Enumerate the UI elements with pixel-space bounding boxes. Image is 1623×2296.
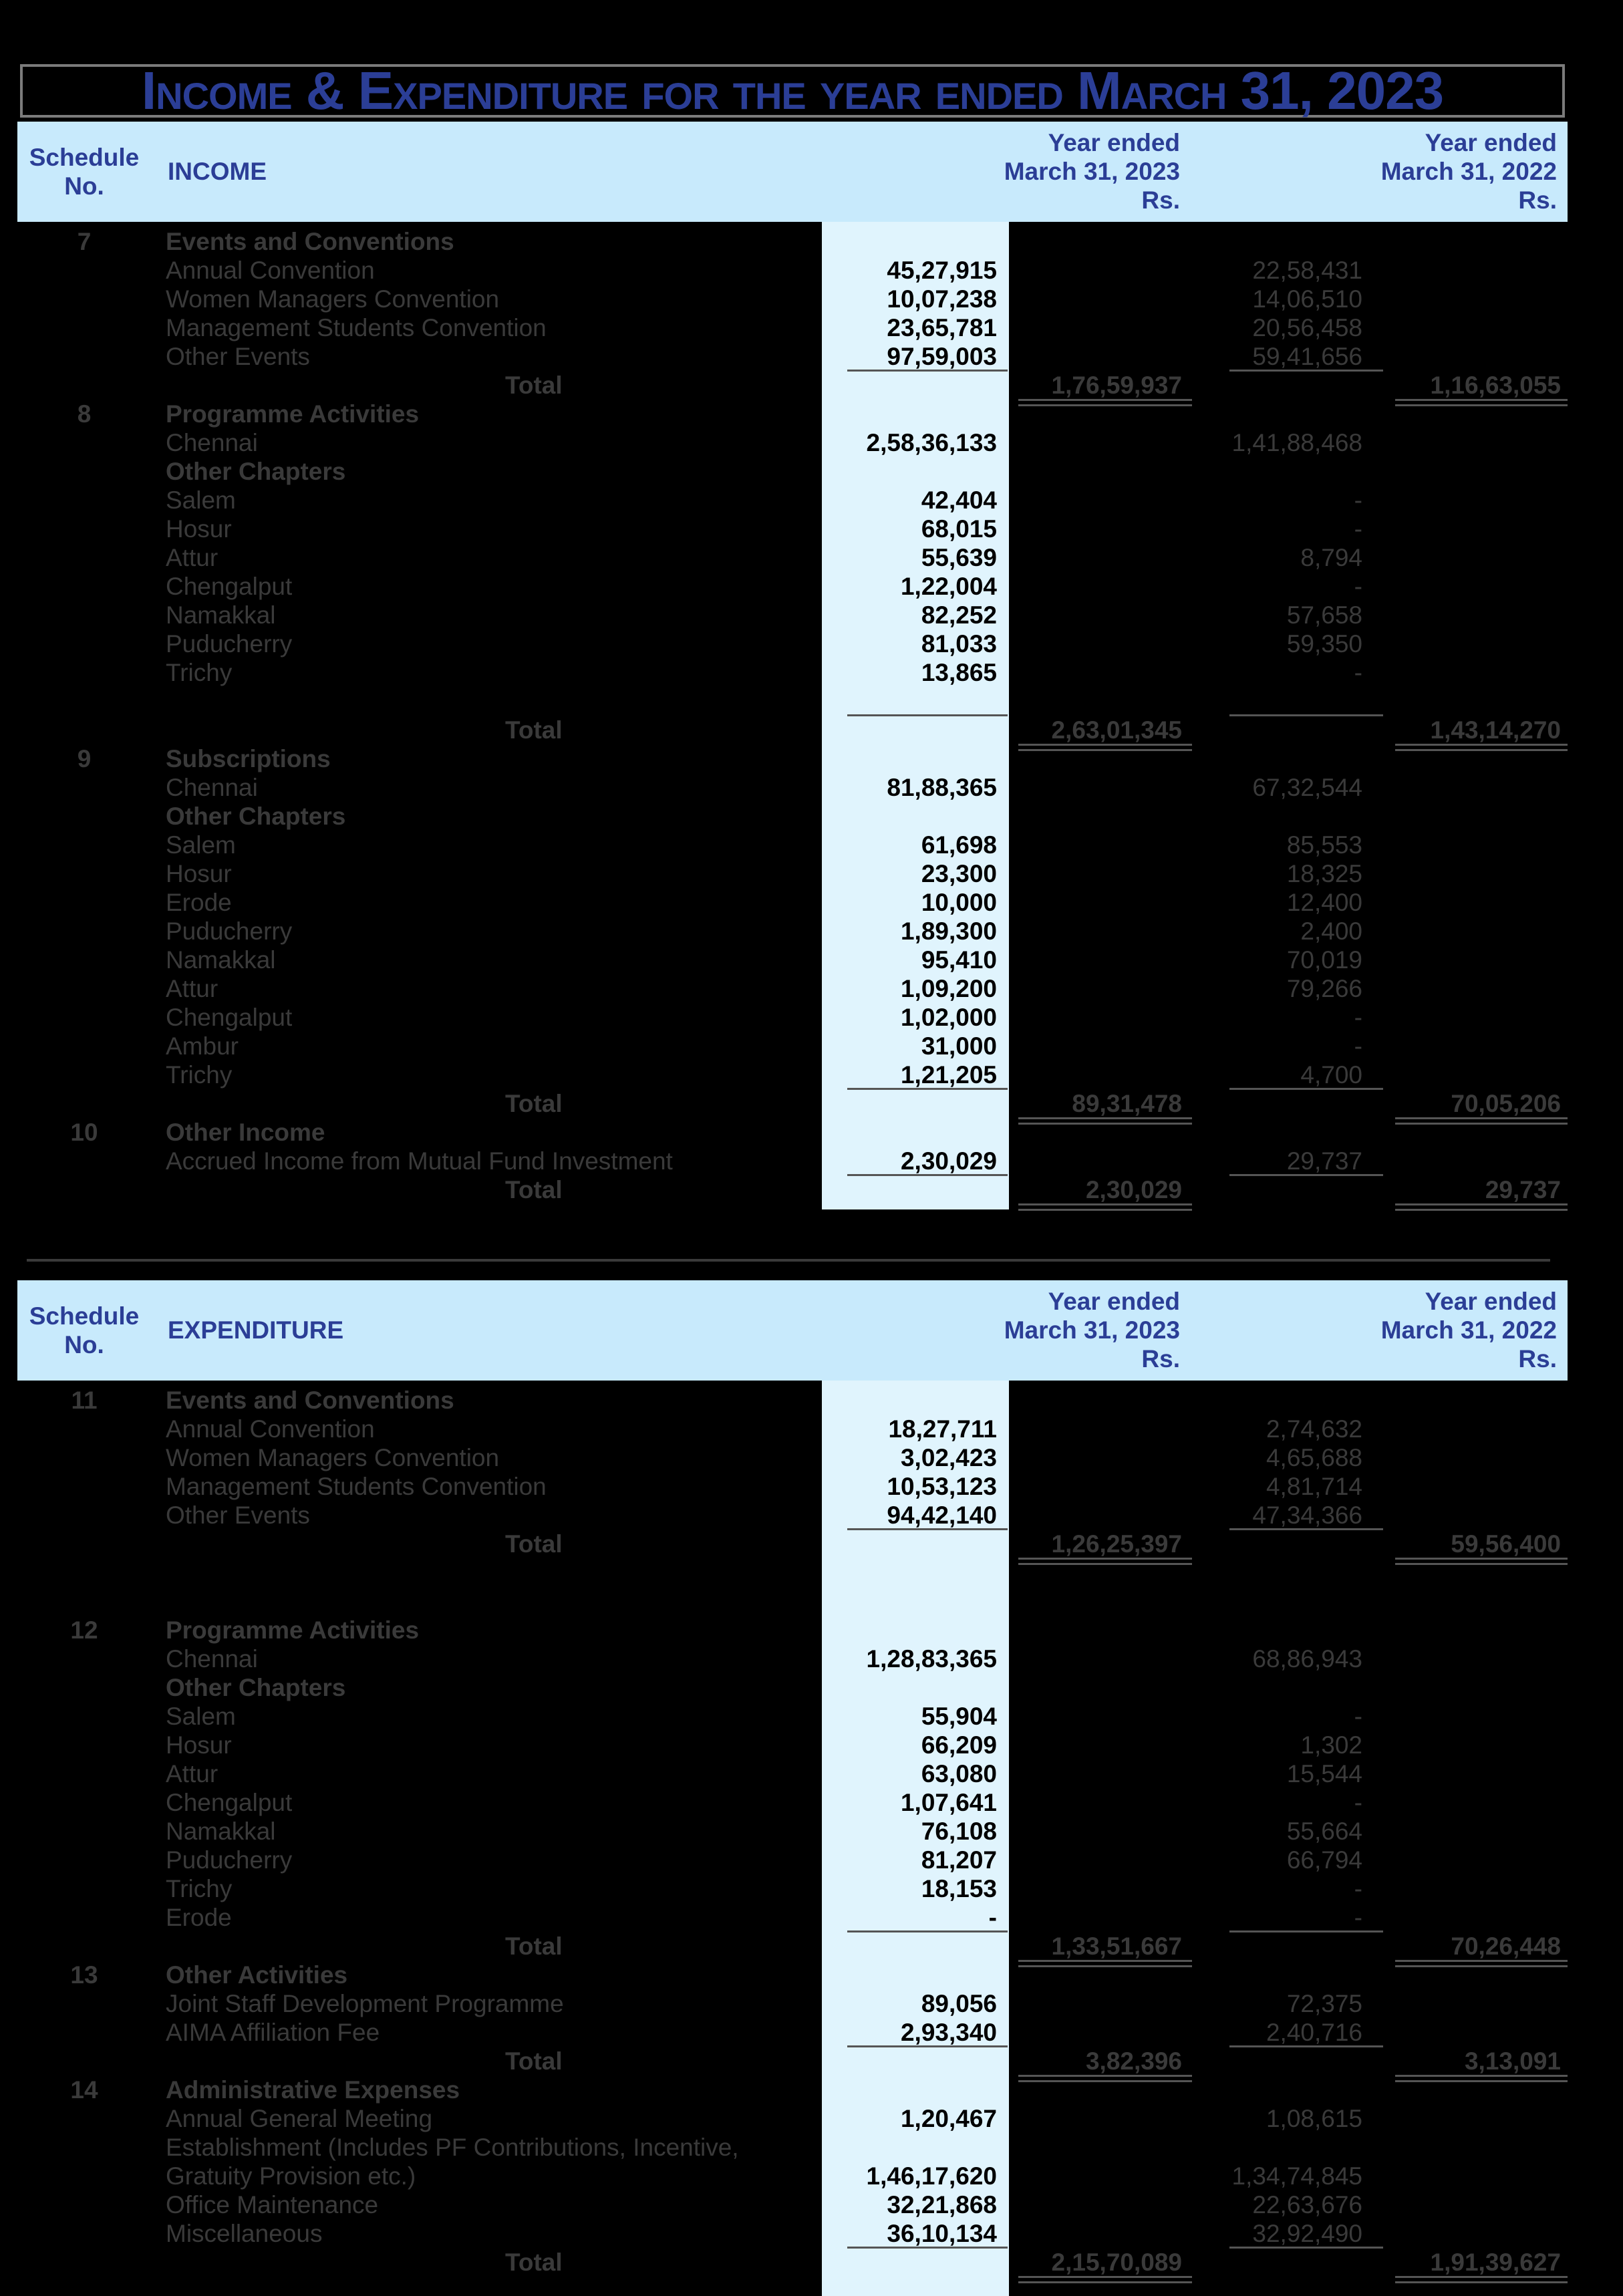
amount-a3: 22,63,676 — [1252, 2191, 1362, 2218]
subtotal-rule — [847, 2247, 1008, 2249]
row-label: Other Events — [166, 1501, 310, 1529]
amount-a1: 18,27,711 — [888, 1415, 997, 1443]
row-label: Chengalput — [166, 1004, 293, 1031]
amount-a1: 31,000 — [921, 1032, 997, 1060]
expenditure-section-heading: EXPENDITURE — [168, 1316, 344, 1344]
row-label: Annual General Meeting — [166, 2105, 433, 2132]
row-label: Puducherry — [166, 1846, 293, 1874]
table-row — [0, 2219, 1623, 2248]
schedule-heading-line: Schedule — [29, 144, 140, 171]
row-label: Hosur — [166, 860, 232, 887]
subtotal-rule — [1229, 1930, 1383, 1932]
amount-a3: 2,40,716 — [1266, 2019, 1362, 2046]
subtotal-rule — [847, 714, 1008, 716]
table-row — [0, 543, 1623, 572]
expenditure-year-2023-heading — [1004, 1287, 1180, 1373]
amount-a1: 1,07,641 — [900, 1789, 997, 1816]
total-double-rule — [1395, 1203, 1568, 1211]
row-label: Salem — [166, 831, 236, 859]
total-label: Total — [505, 2249, 563, 2276]
row-label: Salem — [166, 1703, 236, 1730]
amount-a1: 81,88,365 — [887, 774, 997, 801]
total-row — [0, 1089, 1623, 1118]
row-label: Trichy — [166, 659, 233, 686]
amount-a1: 1,02,000 — [900, 1004, 997, 1031]
amount-a1: 55,904 — [921, 1703, 997, 1730]
row-label: Chengalput — [166, 573, 293, 600]
row-label: Attur — [166, 975, 218, 1002]
amount-a3: - — [1354, 515, 1362, 543]
amount-a3: 15,544 — [1286, 1760, 1362, 1787]
table-row — [0, 1759, 1623, 1788]
subtotal-rule — [1229, 2247, 1383, 2249]
income-year-2022-heading — [1381, 128, 1557, 214]
table-row — [0, 1443, 1623, 1472]
row-label: Hosur — [166, 515, 232, 543]
title-box — [20, 61, 1565, 120]
year-heading-line: March 31, 2023 — [1004, 158, 1180, 185]
row-label: Miscellaneous — [166, 2220, 323, 2247]
amount-a2: 1,33,51,667 — [1051, 1932, 1182, 1960]
amount-a3: 18,325 — [1286, 860, 1362, 887]
group-heading-row — [0, 400, 1623, 428]
table-row — [0, 2018, 1623, 2047]
amount-a3: 85,553 — [1286, 831, 1362, 859]
amount-a1: 1,28,83,365 — [866, 1645, 997, 1673]
income-section-heading: INCOME — [168, 158, 267, 185]
schedule-number: 10 — [70, 1119, 98, 1146]
row-label: Administrative Expenses — [166, 2076, 460, 2104]
expenditure-year-2022-heading — [1381, 1287, 1557, 1373]
amount-a1: 2,30,029 — [900, 1147, 997, 1175]
amount-a1: 95,410 — [921, 946, 997, 974]
expenditure-schedule-heading — [17, 1302, 151, 1359]
table-row — [0, 256, 1623, 285]
table-row — [0, 428, 1623, 457]
group-heading-row — [0, 1673, 1623, 1702]
amount-a1: 10,000 — [921, 889, 997, 916]
amount-a3: 59,350 — [1286, 630, 1362, 658]
amount-a3: 70,019 — [1286, 946, 1362, 974]
subtotal-rule — [1229, 1528, 1383, 1530]
schedule-number: 12 — [70, 1616, 98, 1644]
amount-a3: - — [1354, 1904, 1362, 1931]
amount-a1: 13,865 — [921, 659, 997, 686]
amount-a3: 79,266 — [1286, 975, 1362, 1002]
amount-a1: 81,207 — [921, 1846, 997, 1874]
total-row — [0, 2047, 1623, 2075]
row-label: Subscriptions — [166, 745, 331, 772]
subtotal-rule — [847, 1930, 1008, 1932]
table-row — [0, 1731, 1623, 1759]
row-label: Joint Staff Development Programme — [166, 1990, 564, 2017]
amount-a1: 1,22,004 — [900, 573, 997, 600]
amount-a3: 8,794 — [1300, 544, 1362, 571]
total-row — [0, 1932, 1623, 1961]
row-label: Establishment (Includes PF Contributions, Incentive, — [166, 2134, 739, 2161]
group-heading-row — [0, 457, 1623, 486]
amount-a1: 32,21,868 — [887, 2191, 997, 2218]
amount-a2: 2,15,70,089 — [1051, 2249, 1182, 2276]
amount-a3: - — [1354, 1789, 1362, 1816]
table-row — [0, 831, 1623, 859]
amount-a4: 3,13,091 — [1464, 2047, 1561, 2075]
expenditure-header — [17, 1280, 1568, 1381]
group-heading-row — [0, 1386, 1623, 1415]
table-row — [0, 2104, 1623, 2133]
row-label: Events and Conventions — [166, 228, 454, 255]
table-row — [0, 1415, 1623, 1443]
subtotal-rule — [1229, 1088, 1383, 1090]
schedule-heading-line: No. — [64, 1331, 104, 1358]
table-row — [0, 1817, 1623, 1846]
amount-a4: 70,05,206 — [1451, 1090, 1561, 1117]
table-row — [0, 601, 1623, 629]
table-row — [0, 1644, 1623, 1673]
table-row — [0, 1903, 1623, 1932]
total-double-rule — [1018, 1203, 1192, 1211]
page-title: Income & Expenditure for the year ended March 31, 2023 — [141, 61, 1444, 120]
year-heading-line: Rs. — [1518, 186, 1557, 214]
table-row — [0, 1472, 1623, 1501]
amount-a1: 2,58,36,133 — [866, 429, 997, 456]
row-label: Ambur — [166, 1032, 239, 1060]
row-label: Chengalput — [166, 1789, 293, 1816]
group-heading-row — [0, 744, 1623, 773]
table-row — [0, 1989, 1623, 2018]
row-label: Other Chapters — [166, 803, 346, 830]
row-label: Annual Convention — [166, 257, 375, 284]
table-row — [0, 2190, 1623, 2219]
row-label: Puducherry — [166, 917, 293, 945]
row-label: Trichy — [166, 1875, 233, 1902]
amount-a1: 55,639 — [921, 544, 997, 571]
amount-a2: 3,82,396 — [1085, 2047, 1182, 2075]
year-heading-line: Rs. — [1141, 186, 1180, 214]
row-label: Programme Activities — [166, 400, 420, 428]
total-label: Total — [505, 1176, 563, 1203]
row-label: Chennai — [166, 774, 258, 801]
year-heading-line: March 31, 2023 — [1004, 1316, 1180, 1344]
row-label: Women Managers Convention — [166, 1444, 500, 1471]
group-heading-row — [0, 2075, 1623, 2104]
row-label: Hosur — [166, 1731, 232, 1759]
row-label: Other Income — [166, 1119, 325, 1146]
amount-a3: - — [1354, 486, 1362, 514]
amount-a3: - — [1354, 1004, 1362, 1031]
amount-a1: 1,20,467 — [900, 2105, 997, 2132]
amount-a1: 66,209 — [921, 1731, 997, 1759]
amount-a1: 10,53,123 — [887, 1473, 997, 1500]
amount-a3: 14,06,510 — [1252, 285, 1362, 313]
subtotal-rule — [847, 1174, 1008, 1176]
group-heading-row — [0, 802, 1623, 831]
year-heading-line: Year ended — [1048, 1288, 1180, 1315]
amount-a3: - — [1354, 573, 1362, 600]
table-row — [0, 2162, 1623, 2190]
total-row — [0, 2248, 1623, 2277]
amount-a3: 57,658 — [1286, 601, 1362, 629]
year-heading-line: Rs. — [1141, 1345, 1180, 1373]
amount-a4: 29,737 — [1485, 1176, 1561, 1203]
amount-a1: 81,033 — [921, 630, 997, 658]
row-label: Puducherry — [166, 630, 293, 658]
section-divider — [27, 1259, 1550, 1262]
amount-a2: 89,31,478 — [1072, 1090, 1182, 1117]
table-row — [0, 1702, 1623, 1731]
subtotal-rule — [847, 1528, 1008, 1530]
amount-a3: 47,34,366 — [1252, 1501, 1362, 1529]
amount-a1: 1,09,200 — [900, 975, 997, 1002]
amount-a1: 23,65,781 — [887, 314, 997, 341]
total-row — [0, 1530, 1623, 1558]
row-label: Attur — [166, 1760, 218, 1787]
table-row — [0, 313, 1623, 342]
amount-a1: 23,300 — [921, 860, 997, 887]
subtotal-rule — [847, 370, 1008, 372]
amount-a1: 94,42,140 — [887, 1501, 997, 1529]
amount-a4: 59,56,400 — [1451, 1530, 1561, 1558]
table-row — [0, 1032, 1623, 1060]
amount-a1: 61,698 — [921, 831, 997, 859]
table-row — [0, 285, 1623, 313]
row-label: AIMA Affiliation Fee — [166, 2019, 380, 2046]
table-row — [0, 572, 1623, 601]
group-heading-row — [0, 1118, 1623, 1147]
table-row — [0, 1874, 1623, 1903]
subtotal-rule — [1229, 370, 1383, 372]
row-label: Women Managers Convention — [166, 285, 500, 313]
table-row — [0, 773, 1623, 802]
table-row — [0, 888, 1623, 917]
schedule-number: 9 — [77, 745, 92, 772]
amount-a3: 32,92,490 — [1252, 2220, 1362, 2247]
row-label: Other Chapters — [166, 458, 346, 485]
total-double-rule — [1018, 2276, 1192, 2283]
amount-a1: 82,252 — [921, 601, 997, 629]
year-heading-line: March 31, 2022 — [1380, 158, 1557, 185]
table-row — [0, 974, 1623, 1003]
year-heading-line: Year ended — [1425, 1288, 1557, 1315]
schedule-number: 13 — [70, 1961, 98, 1989]
table-row — [0, 658, 1623, 687]
group-heading-row — [0, 1616, 1623, 1644]
amount-a3: 20,56,458 — [1252, 314, 1362, 341]
subtotal-rule — [1229, 1174, 1383, 1176]
table-row — [0, 946, 1623, 974]
row-label: Management Students Convention — [166, 1473, 547, 1500]
amount-a4: 1,91,39,627 — [1430, 2249, 1561, 2276]
total-label: Total — [505, 1090, 563, 1117]
amount-a1: 76,108 — [921, 1818, 997, 1845]
group-heading-row — [0, 1961, 1623, 1989]
income-year-2023-heading — [1004, 128, 1180, 214]
amount-a3: 66,794 — [1286, 1846, 1362, 1874]
schedule-number: 11 — [71, 1387, 98, 1414]
income-header — [17, 122, 1568, 222]
amount-a1: 89,056 — [921, 1990, 997, 2017]
row-label: Namakkal — [166, 946, 276, 974]
amount-a1: 36,10,134 — [887, 2220, 997, 2247]
amount-a2: 2,30,029 — [1085, 1176, 1182, 1203]
schedule-heading-line: Schedule — [29, 1302, 140, 1330]
amount-a3: 67,32,544 — [1252, 774, 1362, 801]
amount-a3: 2,74,632 — [1266, 1415, 1362, 1443]
amount-a1: 2,93,340 — [900, 2019, 997, 2046]
year-heading-line: Year ended — [1425, 129, 1557, 156]
row-label: Salem — [166, 486, 236, 514]
amount-a2: 1,76,59,937 — [1051, 372, 1182, 399]
row-label: Chennai — [166, 1645, 258, 1673]
table-row — [0, 1788, 1623, 1817]
table-row — [0, 1587, 1623, 1616]
table-row — [0, 1003, 1623, 1032]
amount-a3: 68,86,943 — [1252, 1645, 1362, 1673]
subtotal-rule — [1229, 714, 1383, 716]
amount-a2: 2,63,01,345 — [1051, 716, 1182, 744]
row-label: Namakkal — [166, 1818, 276, 1845]
amount-a1: 45,27,915 — [887, 257, 997, 284]
table-row — [0, 2133, 1623, 2162]
total-double-rule — [1395, 2276, 1568, 2283]
amount-a1: 97,59,003 — [887, 343, 997, 370]
amount-a4: 1,43,14,270 — [1430, 716, 1561, 744]
year-heading-line: Year ended — [1048, 129, 1180, 156]
total-label: Total — [505, 716, 563, 744]
row-label: Erode — [166, 889, 232, 916]
table-row — [0, 1846, 1623, 1874]
total-row — [0, 371, 1623, 400]
amount-a3: 59,41,656 — [1252, 343, 1362, 370]
row-label: Other Activities — [166, 1961, 348, 1989]
year-heading-line: Rs. — [1518, 1345, 1557, 1373]
table-row — [0, 1558, 1623, 1587]
amount-a3: - — [1354, 1875, 1362, 1902]
row-label: Other Chapters — [166, 1674, 346, 1701]
amount-a1: 68,015 — [921, 515, 997, 543]
amount-a1: 1,46,17,620 — [866, 2162, 997, 2190]
total-label: Total — [505, 2047, 563, 2075]
row-label: Attur — [166, 544, 218, 571]
amount-a3: 2,400 — [1300, 917, 1362, 945]
total-row — [0, 716, 1623, 744]
amount-a1: 1,89,300 — [900, 917, 997, 945]
amount-a3: - — [1354, 1703, 1362, 1730]
amount-a3: 4,65,688 — [1266, 1444, 1362, 1471]
subtotal-rule — [847, 2045, 1008, 2047]
table-row — [0, 917, 1623, 946]
schedule-heading-line: No. — [64, 172, 104, 200]
row-label: Trichy — [166, 1061, 233, 1089]
amount-a4: 70,26,448 — [1451, 1932, 1561, 1960]
table-row — [0, 486, 1623, 515]
year-heading-line: March 31, 2022 — [1380, 1316, 1557, 1344]
subtotal-rule — [847, 1088, 1008, 1090]
total-label: Total — [505, 1530, 563, 1558]
group-heading-row — [0, 227, 1623, 256]
amount-a3: 1,08,615 — [1266, 2105, 1362, 2132]
amount-a3: 55,664 — [1286, 1818, 1362, 1845]
row-label: Erode — [166, 1904, 232, 1931]
table-row — [0, 629, 1623, 658]
schedule-number: 14 — [70, 2076, 98, 2104]
row-label: Events and Conventions — [166, 1387, 454, 1414]
row-label: Namakkal — [166, 601, 276, 629]
amount-a1: 1,21,205 — [900, 1061, 997, 1089]
total-label: Total — [505, 372, 563, 399]
row-label: Office Maintenance — [166, 2191, 379, 2218]
amount-a3: 22,58,431 — [1252, 257, 1362, 284]
amount-a3: 4,700 — [1300, 1061, 1362, 1089]
row-label: Annual Convention — [166, 1415, 375, 1443]
total-label: Total — [505, 1932, 563, 1960]
table-row — [0, 1501, 1623, 1530]
schedule-number: 7 — [77, 228, 92, 255]
amount-a3: 1,41,88,468 — [1231, 429, 1362, 456]
amount-a4: 1,16,63,055 — [1430, 372, 1561, 399]
amount-a3: 1,302 — [1300, 1731, 1362, 1759]
table-row — [0, 342, 1623, 371]
amount-a3: 1,34,74,845 — [1231, 2162, 1362, 2190]
income-schedule-heading — [17, 143, 151, 200]
table-row — [0, 859, 1623, 888]
table-row — [0, 1060, 1623, 1089]
row-label: Other Events — [166, 343, 310, 370]
amount-a1: 42,404 — [921, 486, 997, 514]
schedule-number: 8 — [77, 400, 92, 428]
row-label: Chennai — [166, 429, 258, 456]
amount-a3: 4,81,714 — [1266, 1473, 1362, 1500]
row-label: Programme Activities — [166, 1616, 420, 1644]
row-label: Gratuity Provision etc.) — [166, 2162, 416, 2190]
amount-a3: 29,737 — [1286, 1147, 1362, 1175]
table-row — [0, 1147, 1623, 1175]
table-row — [0, 515, 1623, 543]
row-label: Accrued Income from Mutual Fund Investment — [166, 1147, 673, 1175]
amount-a3: - — [1354, 659, 1362, 686]
amount-a1: - — [988, 1904, 997, 1931]
amount-a1: 3,02,423 — [900, 1444, 997, 1471]
row-label: Management Students Convention — [166, 314, 547, 341]
amount-a3: 12,400 — [1286, 889, 1362, 916]
amount-a3: 72,375 — [1286, 1990, 1362, 2017]
amount-a3: - — [1354, 1032, 1362, 1060]
amount-a1: 10,07,238 — [887, 285, 997, 313]
amount-a1: 63,080 — [921, 1760, 997, 1787]
subtotal-rule — [1229, 2045, 1383, 2047]
total-row — [0, 1175, 1623, 1204]
table-row — [0, 687, 1623, 716]
amount-a1: 18,153 — [921, 1875, 997, 1902]
amount-a2: 1,26,25,397 — [1051, 1530, 1182, 1558]
